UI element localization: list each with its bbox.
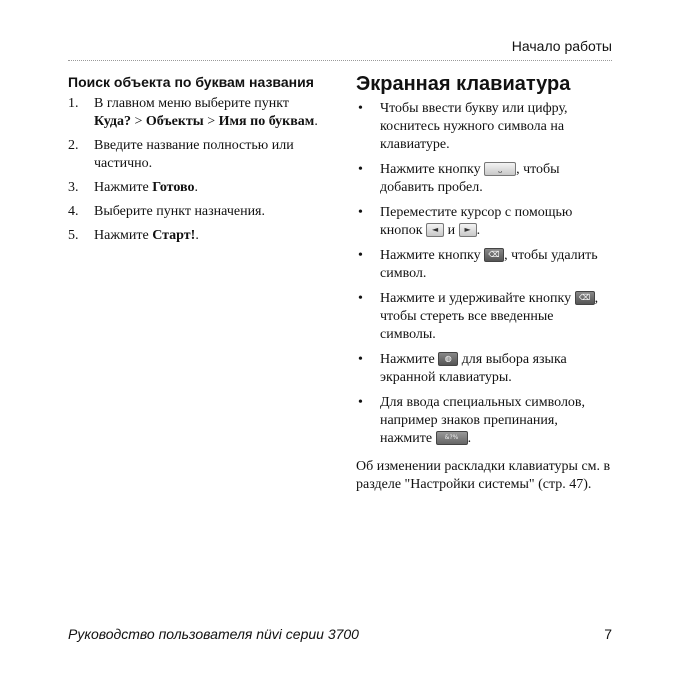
running-header: Начало работы <box>511 38 612 54</box>
right-column <box>356 72 612 494</box>
list-item: • Переместите курсор с помощью кнопок ◄ и ► . <box>358 205 576 238</box>
bullet-list <box>356 100 612 448</box>
left-column <box>68 74 330 251</box>
list-item: 3. Нажмите Готово. <box>68 180 198 195</box>
list-item: • Нажмите кнопку ⌫ , чтобы удалить символ. <box>358 248 598 281</box>
list-item: 1. В главном меню выберите пункт Куда? > Объекты > Имя по буквам. <box>68 96 318 129</box>
list-item: • Чтобы ввести букву или цифру, коснитесь нужного символа на клавиатуре. <box>358 101 568 152</box>
steps-list <box>68 95 330 245</box>
arrow-right-key-icon: ► <box>459 223 477 237</box>
keyboard-settings-note: Об изменении раскладки клавиатуры см. в разделе "Настройки системы" (стр. 47). <box>356 459 611 492</box>
section-title-keyboard: Экранная клавиатура <box>356 73 571 95</box>
globe-key-icon: ◍ <box>438 352 458 366</box>
list-item: 4. Выберите пункт назначения. <box>68 204 266 219</box>
header-divider <box>68 60 612 61</box>
list-item: • Для ввода специальных символов, например знаков препинания, нажмите &?% . <box>358 395 589 446</box>
page-number: 7 <box>604 626 612 642</box>
symbols-key-icon: &?% <box>436 431 468 445</box>
space-key-icon: ⎵ <box>484 162 516 176</box>
backspace-key-icon: ⌫ <box>484 248 504 262</box>
list-item: • Нажмите ◍ для выбора языка экранной клавиатуры. <box>358 352 567 385</box>
arrow-left-key-icon: ◄ <box>426 223 444 237</box>
list-item: • Нажмите кнопку ⎵ , чтобы добавить пробел. <box>358 162 560 195</box>
footer-manual-title: Руководство пользователя nüvi серии 3700 <box>68 626 359 642</box>
list-item: 2. Введите название полностью или частично. <box>68 138 294 171</box>
section-title-search: Поиск объекта по буквам названия <box>68 74 314 90</box>
list-item: 5. Нажмите Старт!. <box>68 228 199 243</box>
backspace-key-icon: ⌫ <box>575 291 595 305</box>
list-item: • Нажмите и удерживайте кнопку ⌫ , чтобы стереть все введенные символы. <box>358 291 599 342</box>
